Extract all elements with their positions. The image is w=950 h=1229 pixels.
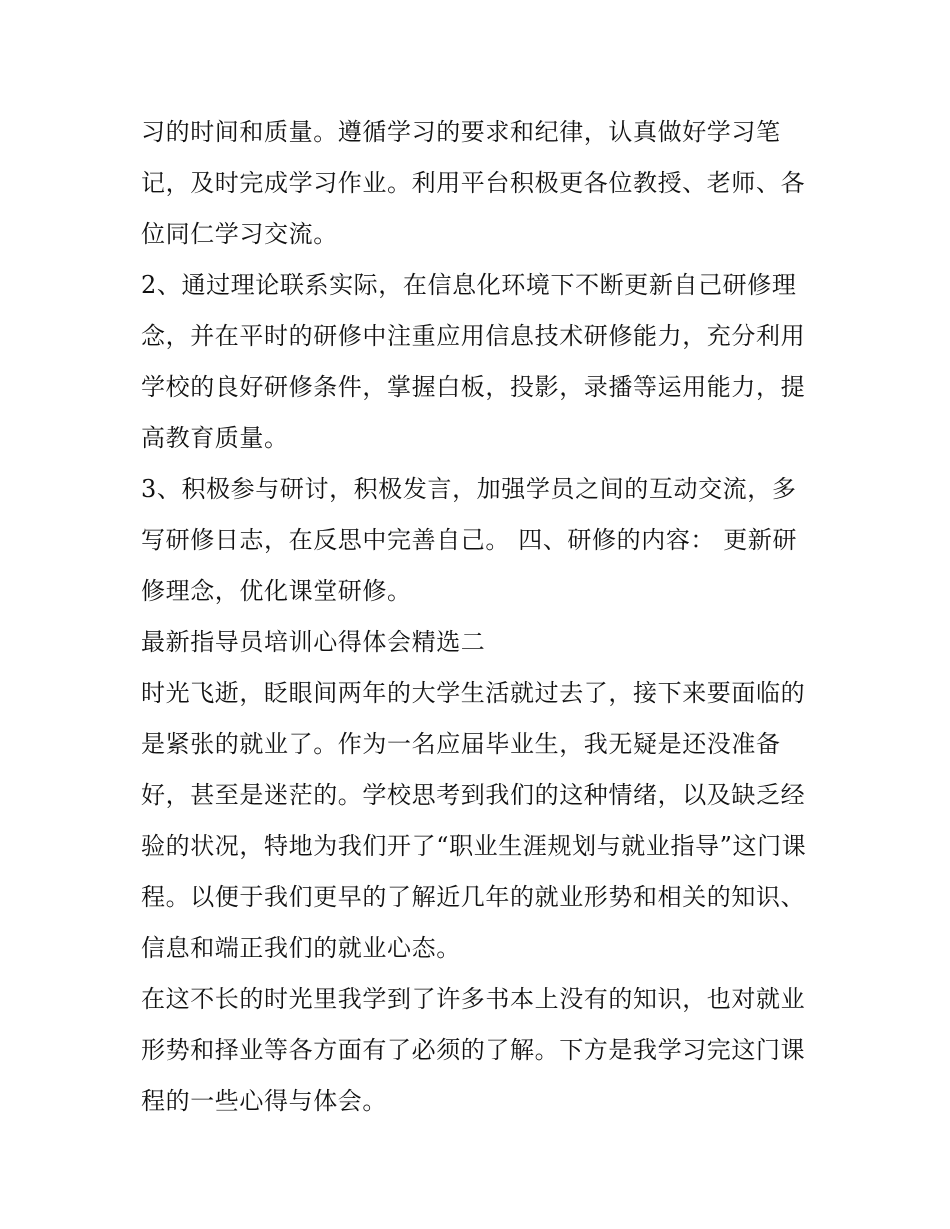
- text-line: 3、积极参与研讨，积极发言，加强学员之间的互动交流，多: [141, 475, 797, 503]
- text-line: 信息和端正我们的就业心态。: [141, 934, 461, 962]
- text-line: 好，甚至是迷茫的。学校思考到我们的这种情绪，以及缺乏经: [141, 781, 806, 809]
- text-line: 位同仁学习交流。: [141, 220, 338, 248]
- section-heading: 最新指导员培训心得体会精选二: [141, 628, 486, 656]
- text-line: 记，及时完成学习作业。利用平台积极更各位教授、老师、各: [141, 169, 806, 197]
- text-line: 2、通过理论联系实际，在信息化环境下不断更新自己研修理: [141, 271, 797, 299]
- text-line: 是紧张的就业了。作为一名应届毕业生，我无疑是还没准备: [141, 730, 781, 758]
- text-line: 在这不长的时光里我学到了许多书本上没有的知识，也对就业: [141, 985, 806, 1013]
- text-line: 学校的良好研修条件，掌握白板，投影，录播等运用能力，提: [141, 373, 806, 401]
- text-line: 时光飞逝，眨眼间两年的大学生活就过去了，接下来要面临的: [141, 679, 806, 707]
- text-line: 程的一些心得与体会。: [141, 1087, 387, 1115]
- text-line: 修理念，优化课堂研修。: [141, 577, 412, 605]
- document-body: [141, 107, 821, 1127]
- text-line: 形势和择业等各方面有了必须的了解。下方是我学习完这门课: [141, 1036, 806, 1064]
- text-line: 验的状况，特地为我们开了“职业生涯规划与就业指导”这门课: [141, 832, 807, 860]
- text-line: 高教育质量。: [141, 424, 289, 452]
- text-line: 念，并在平时的研修中注重应用信息技术研修能力，充分利用: [141, 322, 806, 350]
- text-line: 写研修日志，在反思中完善自己。 四、研修的内容： 更新研: [141, 526, 798, 554]
- text-line: 程。以便于我们更早的了解近几年的就业形势和相关的知识、: [141, 883, 806, 911]
- text-line: 习的时间和质量。遵循学习的要求和纪律，认真做好学习笔: [141, 118, 781, 146]
